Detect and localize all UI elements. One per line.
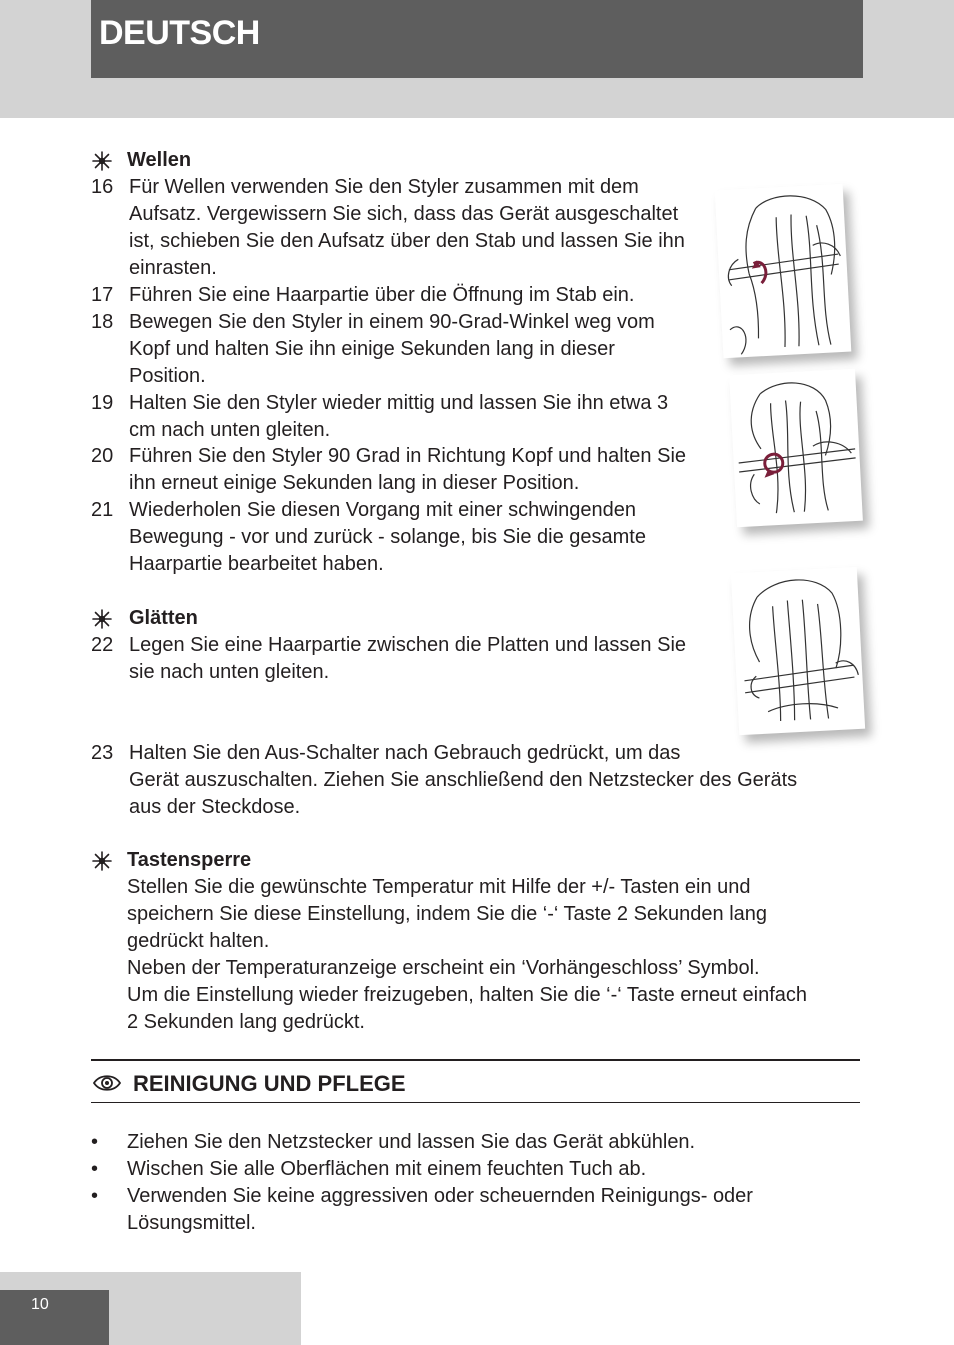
eye-icon <box>92 1072 122 1094</box>
sparkle-icon <box>92 851 112 871</box>
list-item: Wischen Sie alle Oberflächen mit einem feuchten Tuch ab. <box>127 1158 647 1180</box>
step-text: Legen Sie eine Haarpartie zwischen die Platten und lassen Sie sie nach unten gleiten. <box>129 634 687 683</box>
step-text: Wiederholen Sie diesen Vorgang mit einer schwingenden Bewegung - vor und zurück - solange, bis Sie die gesamte Haarpartie bearbeitet haben. <box>129 499 646 575</box>
wellen-heading: Wellen <box>127 149 192 171</box>
step-number: 17 <box>91 284 114 306</box>
step-text: Für Wellen verwenden Sie den Styler zusammen mit dem Aufsatz. Vergewissern Sie sich, dass das Gerät ausgeschaltet ist, schieben Sie den Aufsatz über den Stab und lassen Sie ihn einrasten. <box>129 176 685 279</box>
bullet: • <box>91 1131 99 1153</box>
list-item: Verwenden Sie keine aggressiven oder scheuernden Reinigungs- oder Lösungsmittel. <box>127 1185 753 1234</box>
step-text: Führen Sie den Styler 90 Grad in Richtung Kopf und halten Sie ihn erneut einige Sekunden lang in dieser Position. <box>129 445 687 494</box>
step-text: Halten Sie den Aus-Schalter nach Gebrauch gedrückt, um das Gerät auszuschalten. Ziehen Sie anschließend den Netzstecker des Geräts aus der Steckdose. <box>129 742 798 818</box>
page-number-box <box>0 1290 109 1345</box>
illustration-straightening <box>731 567 865 735</box>
step-number: 20 <box>91 445 114 467</box>
page-language-title: DEUTSCH <box>99 14 260 52</box>
step-text: Führen Sie eine Haarpartie über die Öffnung im Stab ein. <box>129 284 635 306</box>
step-number: 23 <box>91 742 114 764</box>
step-number: 16 <box>91 176 114 198</box>
page-number: 10 <box>31 1296 49 1313</box>
bullet: • <box>91 1185 99 1207</box>
list-item: Ziehen Sie den Netzstecker und lassen Sie das Gerät abkühlen. <box>127 1131 696 1153</box>
section-rule <box>91 1102 860 1103</box>
step-number: 18 <box>91 311 114 333</box>
section-rule <box>91 1059 860 1061</box>
illustration-wave-motion <box>729 369 863 527</box>
tastensperre-text: Stellen Sie die gewünschte Temperatur mit Hilfe der +/- Tasten ein und speichern Sie diese Einstellung, indem Sie die ‘-‘ Taste 2 Sekunden lang gedrückt halten. Neben der Temperaturanzeige erscheint ein ‘Vorhängeschloss’ Symbol. Um die Einstellung wieder freizugeben, halten Sie die ‘-‘ Taste erneut einfach 2 Sekunden lang gedrückt. <box>127 876 808 1033</box>
step-number: 19 <box>91 392 114 414</box>
reinigung-heading: REINIGUNG UND PFLEGE <box>133 1071 406 1096</box>
header-bar <box>91 0 863 78</box>
step-number: 21 <box>91 499 114 521</box>
glaetten-heading: Glätten <box>129 607 198 629</box>
tastensperre-heading: Tastensperre <box>127 849 252 871</box>
bullet: • <box>91 1158 99 1180</box>
sparkle-icon <box>92 151 112 171</box>
step-text: Halten Sie den Styler wieder mittig und lassen Sie ihn etwa 3 cm nach unten gleiten. <box>129 392 669 441</box>
illustration-wave-attachment <box>715 184 852 358</box>
sparkle-icon <box>92 609 112 629</box>
step-text: Bewegen Sie den Styler in einem 90-Grad-Winkel weg vom Kopf und halten Sie ihn einige Sekunden lang in dieser Position. <box>129 311 655 387</box>
step-number: 22 <box>91 634 114 656</box>
